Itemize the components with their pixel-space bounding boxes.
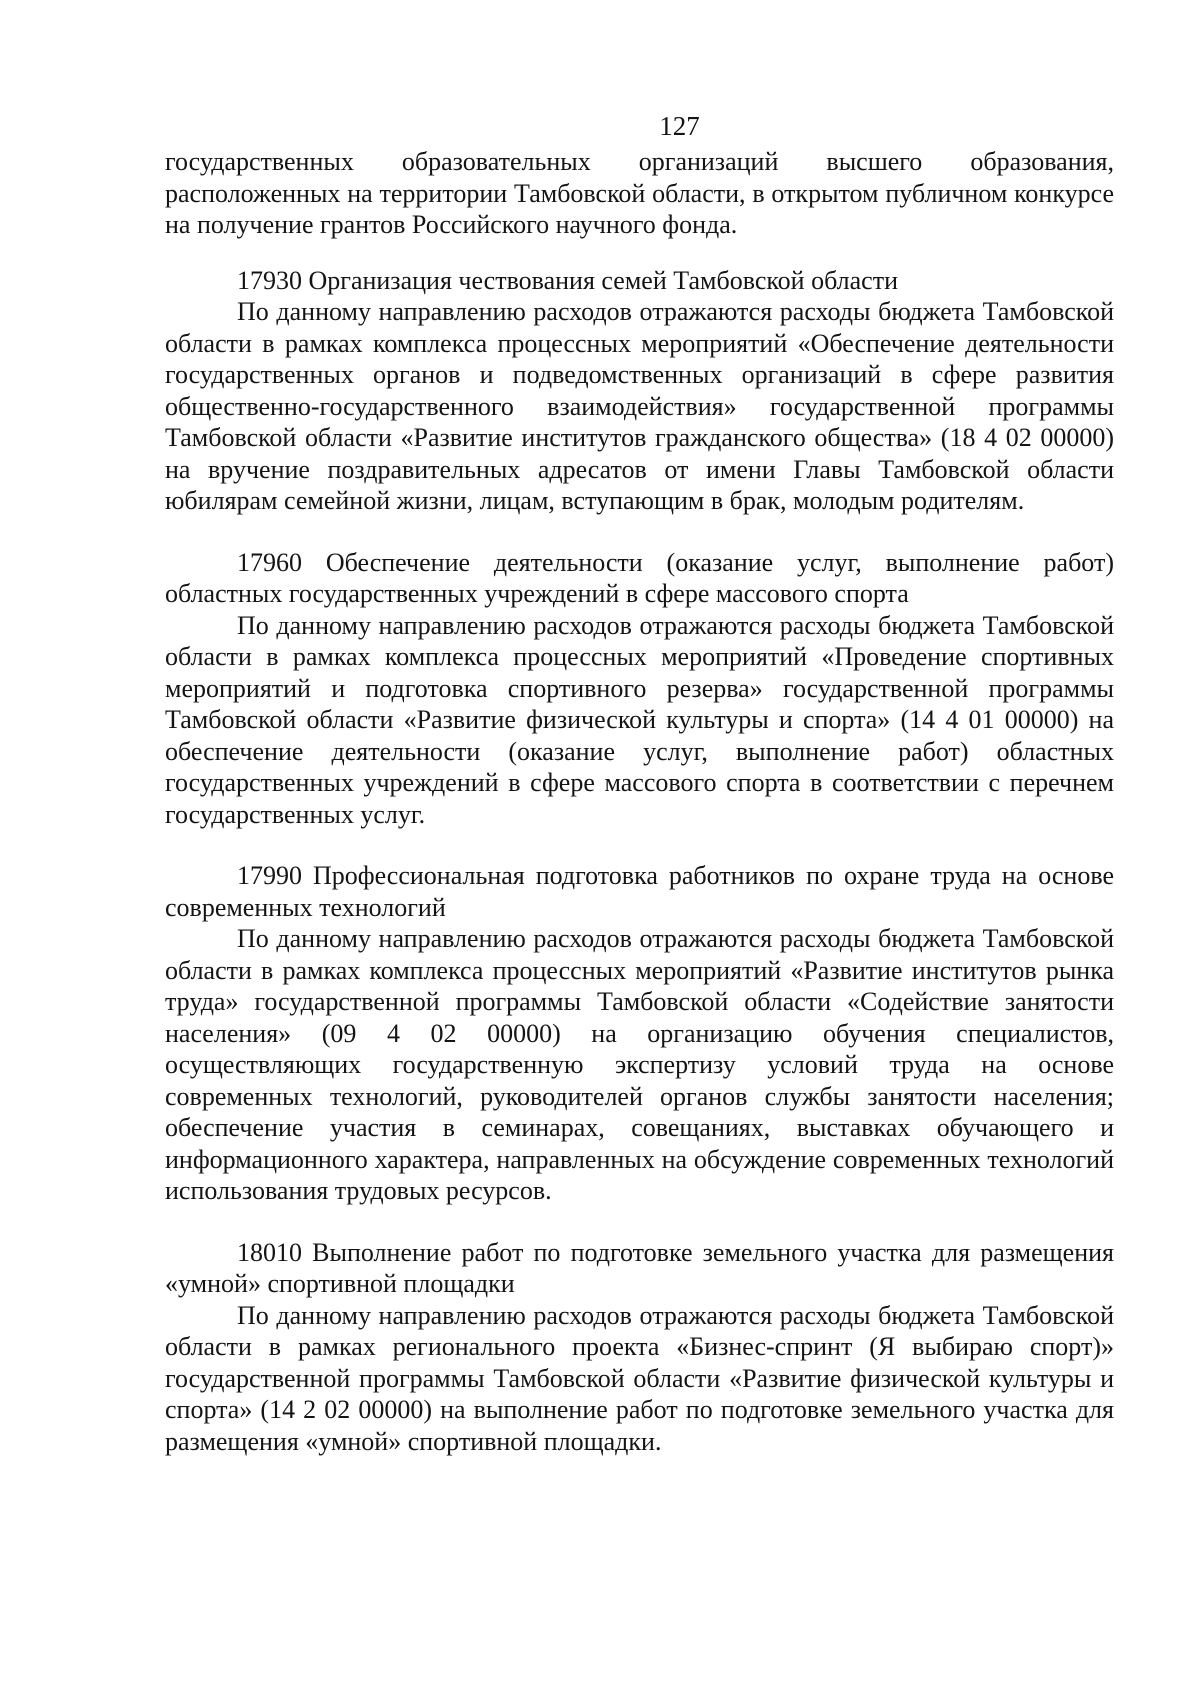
section-title-18010: 18010 Выполнение работ по подготовке земельного участка для размещения «умной» спортивной площадки <box>165 1237 1114 1298</box>
section-body-17990: По данному направлению расходов отражаются расходы бюджета Тамбовской области в рамках комплекса процессных мероприятий «Развитие институтов рынка труда» государственной программы Тамбовской области «Содействие занятости населения» (09 4 02 00000) на организацию обучения специалистов, осуществляющих государственную экспертизу условий труда на основе современных технологий, руководителей органов службы занятости населения; обеспечение участия в семинарах, совещаниях, выставках обучающего и информационного характера, направленных на обсуждение современных технологий использования трудовых ресурсов. <box>165 924 1114 1205</box>
spacer <box>165 241 1114 265</box>
section-title-17990: 17990 Профессиональная подготовка работников по охране труда на основе современных технологий <box>165 861 1114 922</box>
spacer <box>165 1207 1114 1237</box>
section-body-17930: По данному направлению расходов отражаются расходы бюджета Тамбовской области в рамках комплекса процессных мероприятий «Обеспечение деятельности государственных органов и подведомственных организаций в сфере развития общественно-государственного взаимодействия» государственной программы Тамбовской области «Развитие институтов гражданского общества» (18 4 02 00000) на вручение поздравительных адресатов от имени Главы Тамбовской области юбилярам семейной жизни, лицам, вступающим в брак, молодым родителям. <box>165 297 1114 515</box>
spacer <box>165 517 1114 547</box>
page-number: 127 <box>659 111 700 141</box>
section-body-17960: По данному направлению расходов отражаются расходы бюджета Тамбовской области в рамках комплекса процессных мероприятий «Проведение спортивных мероприятий и подготовка спортивного резерва» государственной программы Тамбовской области «Развитие физической культуры и спорта» (14 4 01 00000) на обеспечение деятельности (оказание услуг, выполнение работ) областных государственных учреждений в сфере массового спорта в соответствии с перечнем государственных услуг. <box>165 610 1114 829</box>
intro-paragraph: государственных образовательных организаций высшего образования, расположенных на территории Тамбовской области, в открытом публичном конкурсе на получение грантов Российского научного фонда. <box>165 147 1114 239</box>
section-title-17930: 17930 Организация чествования семей Тамбовской области <box>237 265 898 295</box>
section-title-17960: 17960 Обеспечение деятельности (оказание услуг, выполнение работ) областных государственных учреждений в сфере массового спорта <box>165 547 1114 608</box>
section-body-18010: По данному направлению расходов отражаются расходы бюджета Тамбовской области в рамках регионального проекта «Бизнес-спринт (Я выбираю спорт)» государственной программы Тамбовской области «Развитие физической культуры и спорта» (14 2 02 00000) на выполнение работ по подготовке земельного участка для размещения «умной» спортивной площадки. <box>165 1300 1114 1456</box>
spacer <box>165 830 1114 860</box>
